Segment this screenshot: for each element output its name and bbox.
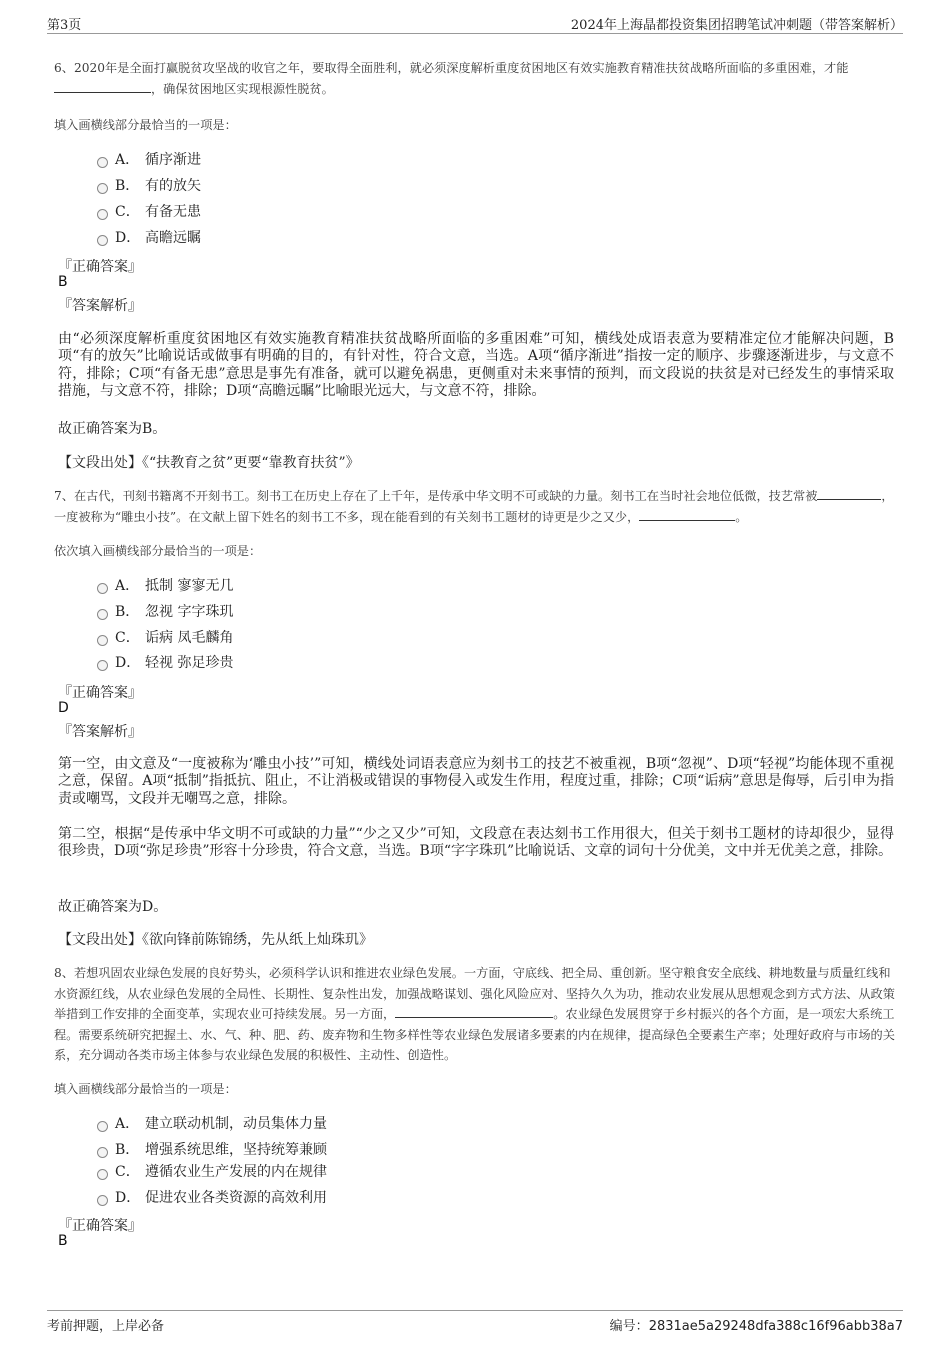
q7-prompt: 依次填入画横线部分最恰当的一项是： [54,544,262,558]
page-footer [47,1310,903,1335]
code-value: 2831ae5a29248dfa388c16f96abb38a7 [648,1319,903,1334]
q7-analysis-1: 第一空，由文意及“一度被称为‘雕虫小技’”可知，横线处词语表意应为刻书工的技艺不被重视，B项“忽视”、D项“轻视”均能体现不重视之意，保留。A项“抵制”指抵抗、阻止，不让消极或错误的事物侵入或发生作用，程度过重，排除；C项“诟病”意思是侮辱，后引申为指责或嘲骂，文段并无嘲骂之意，排除。 [58,756,894,807]
q6-option-d[interactable]: D． 高瞻远瞩 [97,227,201,247]
q8-answer-label: 『正确答案』 [58,1218,142,1234]
q7-analysis-2: 第二空，根据“是传承中华文明不可或缺的力量”“少之又少”可知，文段意在表达刻书工作用很大，但关于刻书工题材的诗却很少，显得很珍贵，D项“弥足珍贵”形容十分珍贵，符合文意，当选。B项“字字珠玑”比喻说话、文章的词句十分优美，文中并无优美之意，排除。 [58,826,894,860]
q7-blank-1 [817,487,881,500]
q8-option-a[interactable]: A． 建立联动机制，动员集体力量 [97,1113,327,1133]
q8-option-c[interactable]: C． 遵循农业生产发展的内在规律 [97,1161,327,1181]
q7-answer-label: 『正确答案』 [58,685,142,701]
q6-analysis-label: 『答案解析』 [58,298,142,314]
q6-option-c[interactable]: C． 有备无患 [97,201,201,221]
radio-icon[interactable] [97,609,108,620]
q7-conclusion: 故正确答案为D。 [58,899,168,915]
q7-option-c[interactable]: C． 诟病 凤毛麟角 [97,627,233,647]
page-number: 第3页 [47,18,82,33]
radio-icon[interactable] [97,209,108,220]
page-header [47,14,903,34]
document-code [610,1315,903,1334]
radio-icon[interactable] [97,1121,108,1132]
radio-icon[interactable] [97,235,108,246]
q8-prompt: 填入画横线部分最恰当的一项是： [54,1082,237,1096]
q7-option-d[interactable]: D． 轻视 弥足珍贵 [97,652,233,672]
radio-icon[interactable] [97,583,108,594]
document-title: 2024年上海晶都投资集团招聘笔试冲刺题（带答案解析） [570,18,903,33]
q8-option-d[interactable]: D． 促进农业各类资源的高效利用 [97,1187,327,1207]
q7-blank-2 [639,508,735,521]
q7-stem: 7、在古代，刊刻书籍离不开刻书工。刻书工在历史上存在了上千年，是传承中华文明不可或缺的力量。刻书工在当时社会地位低微，技艺常被 ，一度被称为“雕虫小技”。在文献上留下姓名的刻书工不多，现在能看到的有关刻书工题材的诗更是少之又少， 。 [54,489,894,524]
radio-icon[interactable] [97,635,108,646]
code-label: 编号： [609,1319,649,1334]
footer-slogan: 考前押题，上岸必备 [47,1319,165,1334]
q7-source: 【文段出处】《欲向锋前陈锦绣，先从纸上灿珠玑》 [58,932,373,948]
q7-analysis-label: 『答案解析』 [58,724,142,740]
q6-conclusion: 故正确答案为B。 [58,421,167,437]
q8-stem: 8、若想巩固农业绿色发展的良好势头，必须科学认识和推进农业绿色发展。一方面，守底线、把全局、重创新。坚守粮食安全底线、耕地数量与质量红线和水资源红线，从农业绿色发展的全局性、长期性、复杂性出发，加强战略谋划、强化风险应对、坚持久久为功，推动农业发展从思想观念到方式方法、从政策举措到工作安排的全面变革，实现农业可持续发展。另一方面， 。农业绿色发展贯穿于乡村振兴的各个方面，是一项宏大系统工程。需要系统研究把握土、水、气、种、肥、药、废弃物和生物多样性等农业绿色发展诸多要素的内在规律，提高绿色全要素生产率；处理好政府与市场的关系，充分调动各类市场主体参与农业绿色发展的积极性、主动性、创造性。 [54,966,895,1062]
q6-option-a[interactable]: A． 循序渐进 [97,149,201,169]
q6-option-b[interactable]: B． 有的放矢 [97,175,201,195]
radio-icon[interactable] [97,1195,108,1206]
radio-icon[interactable] [97,1147,108,1158]
radio-icon[interactable] [97,157,108,168]
radio-icon[interactable] [97,660,108,671]
q8-answer: B [58,1233,68,1249]
q6-answer: B [58,274,68,290]
q6-blank [54,80,151,93]
q8-blank [395,1005,553,1018]
q6-prompt: 填入画横线部分最恰当的一项是： [54,118,237,132]
q7-option-a[interactable]: A． 抵制 寥寥无几 [97,575,233,595]
q7-answer: D [58,700,69,716]
q6-analysis: 由“必须深度解析重度贫困地区有效实施教育精准扶贫战略所面临的多重困难”可知，横线处成语表意为要精准定位才能解决问题，B项“有的放矢”比喻说话或做事有明确的目的，有针对性，符合文意，当选。A项“循序渐进”指按一定的顺序、步骤逐渐进步，与文意不符，排除；C项“有备无患”意思是事先有准备，就可以避免祸患，更侧重对未来事情的预判，而文段说的扶贫是对已经发生的事情采取措施，与文意不符，排除；D项“高瞻远瞩”比喻眼光远大，与文意不符，排除。 [58,331,894,399]
q7-option-b[interactable]: B． 忽视 字字珠玑 [97,601,233,621]
q6-stem: 6、2020年是全面打赢脱贫攻坚战的收官之年，要取得全面胜利，就必须深度解析重度贫困地区有效实施教育精准扶贫战略所面临的多重困难，才能，确保贫困地区实现根源性脱贫。 [54,61,849,96]
q6-source: 【文段出处】《“扶教育之贫”更要“靠教育扶贫”》 [58,455,360,471]
radio-icon[interactable] [97,1169,108,1180]
radio-icon[interactable] [97,183,108,194]
q8-option-b[interactable]: B． 增强系统思维，坚持统筹兼顾 [97,1139,327,1159]
q6-answer-label: 『正确答案』 [58,259,142,275]
